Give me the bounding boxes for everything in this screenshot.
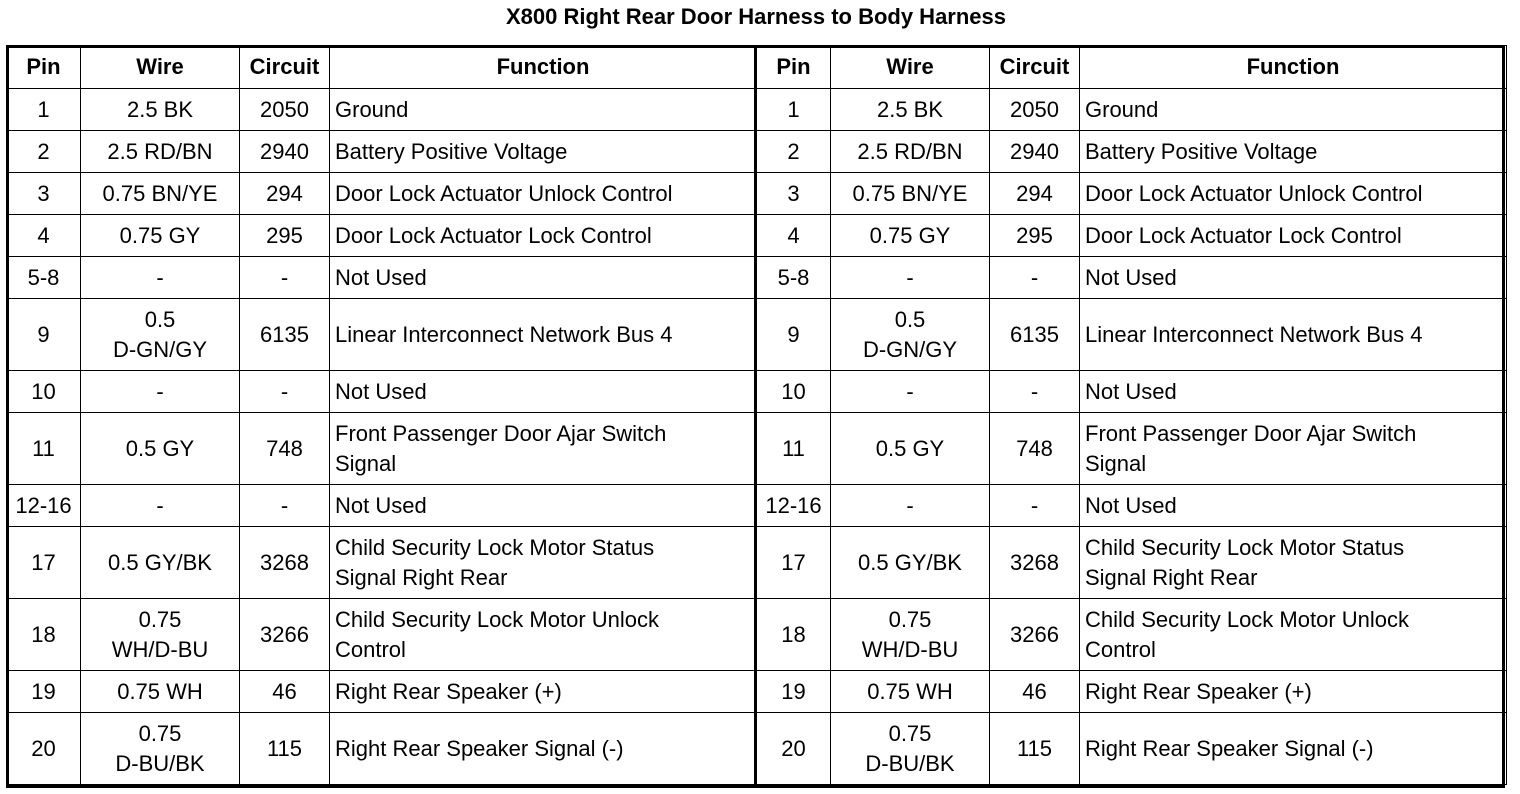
left-function-cell [330, 371, 757, 413]
function-line: Signal [1085, 450, 1147, 476]
left-function-cell [330, 131, 757, 173]
function-line: Control [1085, 636, 1156, 662]
function-line: Front Passenger Door Ajar Switch [335, 420, 667, 446]
right-wire-cell [831, 173, 990, 215]
left-circuit-cell: - [240, 257, 330, 299]
function-line: Right Rear Speaker (+) [1085, 678, 1312, 704]
right-wire-cell [831, 215, 990, 257]
left-circuit-cell: 2050 [240, 89, 330, 131]
function-line: Not Used [1085, 378, 1177, 404]
left-pin-cell: 17 [7, 527, 81, 599]
left-wire-cell [81, 413, 240, 485]
left-circuit-cell: 3268 [240, 527, 330, 599]
wire-line: 0.75 [138, 720, 182, 746]
wire-line: D-GN/GY [112, 336, 208, 362]
wire-line: 2.5 BK [126, 96, 194, 122]
function-line: Child Security Lock Motor Status [335, 534, 655, 560]
right-function-cell [1080, 215, 1507, 257]
right-function-cell [1080, 599, 1507, 671]
left-circuit-cell: 294 [240, 173, 330, 215]
function-line: Door Lock Actuator Lock Control [335, 222, 652, 248]
right-wire-cell [831, 257, 990, 299]
left-function-cell [330, 599, 757, 671]
function-line: Child Security Lock Motor Unlock [1085, 606, 1410, 632]
right-pin-cell: 11 [757, 413, 831, 485]
right-wire-cell [831, 671, 990, 713]
left-circuit-cell: 748 [240, 413, 330, 485]
function-line: Battery Positive Voltage [335, 138, 568, 164]
left-pin-cell: 4 [7, 215, 81, 257]
right-function-cell [1080, 527, 1507, 599]
wire-line: 0.5 [144, 306, 176, 332]
right-function-cell [1080, 671, 1507, 713]
right-function-cell [1080, 257, 1507, 299]
right-wire-cell [831, 89, 990, 131]
right-circuit-cell: 6135 [990, 299, 1080, 371]
left-function-cell [330, 215, 757, 257]
right-wire-cell [831, 713, 990, 785]
function-line: Right Rear Speaker Signal (-) [335, 735, 624, 761]
function-line: Signal Right Rear [335, 564, 508, 590]
right-function-cell [1080, 89, 1507, 131]
function-line: Door Lock Actuator Lock Control [1085, 222, 1402, 248]
function-line: Not Used [335, 378, 427, 404]
left-pin-cell: 2 [7, 131, 81, 173]
wire-line: - [906, 264, 914, 290]
function-line: Not Used [335, 492, 427, 518]
wire-line: 0.75 GY [119, 222, 201, 248]
right-circuit-cell: 294 [990, 173, 1080, 215]
right-wire-cell [831, 527, 990, 599]
left-wire-cell [81, 299, 240, 371]
right-pin-cell: 9 [757, 299, 831, 371]
left-circuit-cell: 3266 [240, 599, 330, 671]
left-circuit-cell: - [240, 485, 330, 527]
right-circuit-cell: 295 [990, 215, 1080, 257]
left-pin-cell: 3 [7, 173, 81, 215]
function-line: Right Rear Speaker Signal (-) [1085, 735, 1374, 761]
left-pin-cell: 9 [7, 299, 81, 371]
left-pin-cell: 1 [7, 89, 81, 131]
right-function-cell [1080, 413, 1507, 485]
function-line: Door Lock Actuator Unlock Control [1085, 180, 1423, 206]
wire-line: - [156, 264, 164, 290]
wire-line: D-BU/BK [865, 750, 955, 776]
wire-line: 0.5 [894, 306, 926, 332]
wire-line: - [156, 492, 164, 518]
left-circuit-cell: - [240, 371, 330, 413]
left-wire-cell [81, 599, 240, 671]
left-pin-cell: 10 [7, 371, 81, 413]
left-function-cell [330, 527, 757, 599]
left-wire-cell [81, 173, 240, 215]
function-line: Not Used [335, 264, 427, 290]
left-circuit-cell: 46 [240, 671, 330, 713]
right-pin-cell: 20 [757, 713, 831, 785]
left-circuit-cell: 295 [240, 215, 330, 257]
table-title: X800 Right Rear Door Harness to Body Harness [505, 4, 1007, 29]
function-line: Battery Positive Voltage [1085, 138, 1318, 164]
right-circuit-cell: - [990, 371, 1080, 413]
function-line: Not Used [1085, 492, 1177, 518]
right-circuit-cell: 748 [990, 413, 1080, 485]
right-circuit-cell: 2050 [990, 89, 1080, 131]
right-pin-cell: 3 [757, 173, 831, 215]
wire-line: 0.75 GY [869, 222, 951, 248]
function-line: Ground [335, 96, 409, 122]
header-pin: Pin [757, 46, 831, 89]
right-pin-cell: 17 [757, 527, 831, 599]
function-line: Right Rear Speaker (+) [335, 678, 562, 704]
left-function-cell [330, 485, 757, 527]
wire-line: 0.75 BN/YE [102, 180, 218, 206]
right-pin-cell: 2 [757, 131, 831, 173]
header-function: Function [330, 46, 757, 89]
header-circuit: Circuit [990, 46, 1080, 89]
wire-line: 2.5 RD/BN [857, 138, 963, 164]
left-wire-cell [81, 527, 240, 599]
wire-line: D-BU/BK [115, 750, 205, 776]
function-line: Control [335, 636, 406, 662]
right-wire-cell [831, 131, 990, 173]
right-function-cell [1080, 173, 1507, 215]
left-wire-cell [81, 131, 240, 173]
right-circuit-cell: 3268 [990, 527, 1080, 599]
right-pin-cell: 12-16 [757, 485, 831, 527]
right-pin-cell: 18 [757, 599, 831, 671]
left-pin-cell: 19 [7, 671, 81, 713]
left-wire-cell [81, 671, 240, 713]
left-wire-cell [81, 89, 240, 131]
wire-line: 0.75 WH [867, 678, 953, 704]
function-line: Signal Right Rear [1085, 564, 1258, 590]
left-pin-cell: 5-8 [7, 257, 81, 299]
left-wire-cell [81, 215, 240, 257]
left-function-cell [330, 713, 757, 785]
wire-line: D-GN/GY [862, 336, 958, 362]
right-wire-cell [831, 485, 990, 527]
right-circuit-cell: - [990, 485, 1080, 527]
wire-line: 0.75 [888, 606, 932, 632]
wire-line: 0.5 GY [125, 435, 195, 461]
right-function-cell [1080, 371, 1507, 413]
function-line: Child Security Lock Motor Unlock [335, 606, 660, 632]
right-circuit-cell: 115 [990, 713, 1080, 785]
right-pin-cell: 10 [757, 371, 831, 413]
wire-line: 2.5 RD/BN [107, 138, 213, 164]
left-circuit-cell: 6135 [240, 299, 330, 371]
right-circuit-cell: 46 [990, 671, 1080, 713]
function-line: Linear Interconnect Network Bus 4 [1085, 321, 1423, 347]
function-line: Not Used [1085, 264, 1177, 290]
wire-line: 0.75 BN/YE [852, 180, 968, 206]
wire-line: 0.5 GY/BK [108, 549, 212, 575]
left-circuit-cell: 2940 [240, 131, 330, 173]
left-function-cell [330, 89, 757, 131]
header-wire: Wire [81, 46, 240, 89]
wire-line: 0.5 GY/BK [858, 549, 962, 575]
left-function-cell [330, 299, 757, 371]
function-line: Door Lock Actuator Unlock Control [335, 180, 673, 206]
wire-line: WH/D-BU [861, 636, 959, 662]
right-function-cell [1080, 713, 1507, 785]
right-pin-cell: 1 [757, 89, 831, 131]
right-pin-cell: 5-8 [757, 257, 831, 299]
right-wire-cell [831, 371, 990, 413]
function-line: Ground [1085, 96, 1159, 122]
right-pin-cell: 4 [757, 215, 831, 257]
function-line: Front Passenger Door Ajar Switch [1085, 420, 1417, 446]
table-center-divider [754, 45, 757, 788]
right-wire-cell [831, 599, 990, 671]
right-circuit-cell: 2940 [990, 131, 1080, 173]
function-line: Child Security Lock Motor Status [1085, 534, 1405, 560]
wire-line: 0.75 [138, 606, 182, 632]
left-wire-cell [81, 257, 240, 299]
left-function-cell [330, 413, 757, 485]
wire-line: 2.5 BK [876, 96, 944, 122]
left-pin-cell: 20 [7, 713, 81, 785]
left-function-cell [330, 173, 757, 215]
header-circuit: Circuit [240, 46, 330, 89]
left-pin-cell: 11 [7, 413, 81, 485]
wire-line: - [906, 378, 914, 404]
right-circuit-cell: - [990, 257, 1080, 299]
right-circuit-cell: 3266 [990, 599, 1080, 671]
left-circuit-cell: 115 [240, 713, 330, 785]
right-pin-cell: 19 [757, 671, 831, 713]
wire-line: 0.75 WH [117, 678, 203, 704]
right-function-cell [1080, 131, 1507, 173]
wire-line: - [906, 492, 914, 518]
header-function: Function [1080, 46, 1507, 89]
left-pin-cell: 12-16 [7, 485, 81, 527]
function-line: Signal [335, 450, 397, 476]
left-wire-cell [81, 485, 240, 527]
right-function-cell [1080, 299, 1507, 371]
left-pin-cell: 18 [7, 599, 81, 671]
left-function-cell [330, 671, 757, 713]
left-wire-cell [81, 371, 240, 413]
wire-line: 0.75 [888, 720, 932, 746]
left-wire-cell [81, 713, 240, 785]
header-pin: Pin [7, 46, 81, 89]
wire-line: WH/D-BU [111, 636, 209, 662]
right-wire-cell [831, 413, 990, 485]
wire-line: 0.5 GY [875, 435, 945, 461]
header-wire: Wire [831, 46, 990, 89]
left-function-cell [330, 257, 757, 299]
right-wire-cell [831, 299, 990, 371]
function-line: Linear Interconnect Network Bus 4 [335, 321, 673, 347]
right-function-cell [1080, 485, 1507, 527]
wire-line: - [156, 378, 164, 404]
